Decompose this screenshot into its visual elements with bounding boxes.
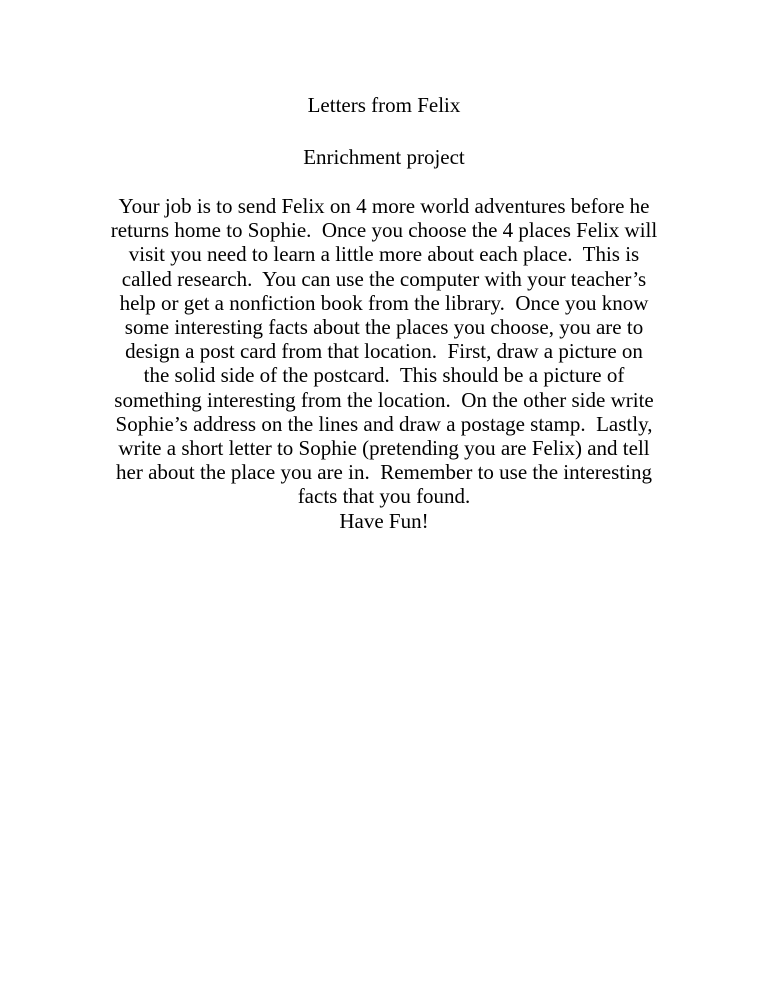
document-body (110, 194, 663, 533)
document-subtitle: Enrichment project (303, 145, 465, 169)
document-title: Letters from Felix (307, 93, 461, 117)
closing-line: Have Fun! (339, 508, 429, 533)
instructions-paragraph: Your job is to send Felix on 4 more world adventures before he returns home to Sophie. Once you choose the 4 places Felix will visit you need to learn a little more about each place. This is called research. You can use the computer with your teacher’s help or get a nonfiction book from the library. Once you know some interesting facts about the places you choose, you are to design a post card from that location. First, draw a picture on the solid side of the postcard. This should be a picture of something interesting from the location. On the other side write Sophie’s address on the lines and draw a postage stamp. Lastly, write a short letter to Sophie (pretending you are Felix) and tell her about the place you are in. Remember to use the interesting facts that you found. (110, 194, 663, 509)
